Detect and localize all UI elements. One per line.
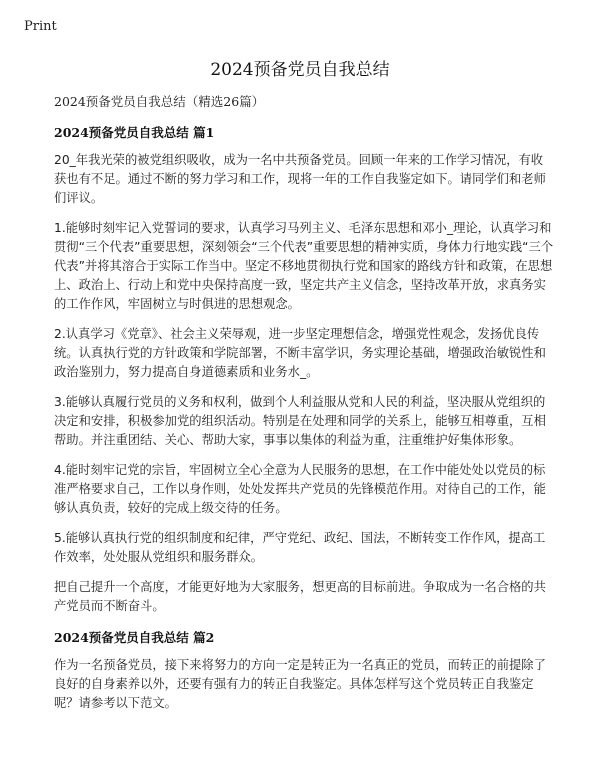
paragraph: 1.能够时刻牢记入党誓词的要求，认真学习马列主义、毛泽东思想和邓小_理论，认真学习和贯彻“三个代表”重要思想，深刻领会“三个代表”重要思想的精神实质，身体力行地实践“三个代表”并将其溶合于实际工作当中。坚定不移地贯彻执行党和国家的路线方针和政策，在思想上、政治上、行动上和党中央保持高度一致，坚定共产主义信念，坚持改革开放，求真务实的工作作风，牢固树立与时俱进的思想观念。	[54, 221, 554, 311]
section-heading-1: 2024预备党员自我总结 篇1	[54, 125, 215, 140]
paragraph: 2.认真学习《党章》、社会主义荣辱观，进一步坚定理想信念，增强党性观念，发扬优良传统。认真执行党的方针政策和学院部署，不断丰富学识，务实理论基础，增强政治敏锐性和政治鉴别力，努力提高自身道德素质和业务水_。	[54, 327, 546, 379]
paragraph: 把自己提升一个高度，才能更好地为大家服务，想更高的目标前进。争取成为一名合格的共产党员而不断奋斗。	[54, 580, 546, 613]
document-title: 2024预备党员自我总结	[210, 60, 390, 80]
paragraph: 4.能时刻牢记党的宗旨，牢固树立全心全意为人民服务的思想，在工作中能处处以党员的标准严格要求自己，工作以身作则，处处发挥共产党员的先锋模范作用。对待自己的工作，能够认真负责，较好的完成上级交待的任务。	[54, 463, 546, 515]
section-heading-2: 2024预备党员自我总结 篇2	[54, 630, 215, 645]
paragraph: 3.能够认真履行党员的义务和权利，做到个人利益服从党和人民的利益，坚决服从党组织的决定和安排，积极参加党的组织活动。特别是在处理和同学的关系上，能够互相尊重，互相帮助。并注重团结、关心、帮助大家，事事以集体的利益为重，注重维护好集体形象。	[54, 395, 546, 447]
print-link[interactable]: Print	[24, 19, 57, 34]
document-body	[54, 123, 555, 724]
paragraph: 作为一名预备党员，接下来将努力的方向一定是转正为一名真正的党员，而转正的前提除了良好的自身素养以外，还要有强有力的转正自我鉴定。具体怎样写这个党员转正自我鉴定呢？请参考以下范文。	[54, 658, 546, 710]
paragraph: 20_年我光荣的被党组织吸收，成为一名中共预备党员。回顾一年来的工作学习情况，有收获也有不足。通过不断的努力学习和工作，现将一年的工作自我鉴定如下。请同学们和老师们评议。	[54, 153, 546, 205]
paragraph: 5.能够认真执行党的组织制度和纪律，严守党纪、政纪、国法，不断转变工作作风，提高工作效率，处处服从党组织和服务群众。	[54, 531, 546, 564]
document-subtitle: 2024预备党员自我总结（精选26篇）	[54, 94, 265, 109]
